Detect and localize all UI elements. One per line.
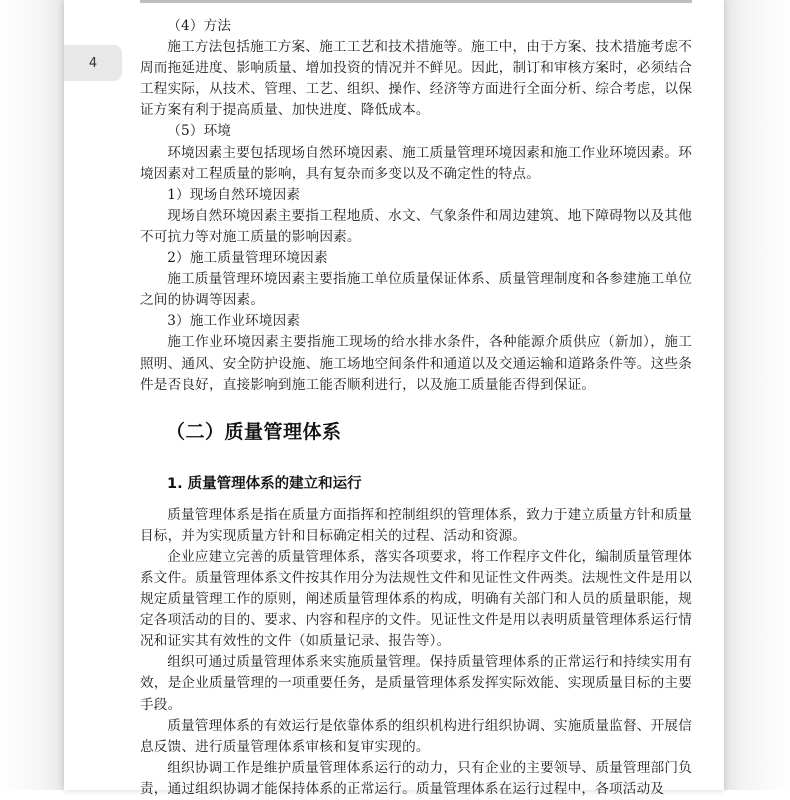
paragraph: 3）施工作业环境因素 [167,313,301,330]
paragraph: 施工方法包括施工方案、施工工艺和技术措施等。施工中，由于方案、技术措施考虑不周而拖延进度、影响质量、增加投资的情况并不鲜见。因此，制订和审核方案时，必须结合工程实际，从技术、管理、工艺、组织、操作、经济等方面进行全面分析、综合考虑，以保证方案有利于提高质量、加快进度、降低成本。 [140,39,692,119]
top-rule [140,0,692,3]
paragraph: （4）方法 [167,18,232,34]
paragraph: 1）现场自然环境因素 [167,186,301,203]
paragraph: 现场自然环境因素主要指工程地质、水文、气象条件和周边建筑、地下障碍物以及其他不可抗力等对施工质量的影响因素。 [140,207,692,245]
left-margin-shade [0,0,64,790]
paragraph: 质量管理体系是指在质量方面指挥和控制组织的管理体系，致力于建立质量方针和质量目标，并为实现质量方针和目标确定相关的过程、活动和资源。 [140,506,692,544]
page-number: 4 [88,55,98,71]
paragraph: 企业应建立完善的质量管理体系，落实各项要求，将工作程序文件化，编制质量管理体系文件。质量管理体系文件按其作用分为法规性文件和见证性文件两类。法规性文件是用以规定质量管理工作的原则，阐述质量管理体系的构成，明确有关部门和人员的质量职能，规定各项活动的目的、要求、内容和程序的文件。见证性文件是用以表明质量管理体系运行情况和证实其有效性的文件（如质量记录、报告等）。 [140,548,692,650]
paragraph: 2）施工质量管理环境因素 [167,250,328,267]
paragraph: （5）环境 [167,123,232,140]
paragraph: 环境因素主要包括现场自然环境因素、施工质量管理环境因素和施工作业环境因素。环境因素对工程质量的影响，具有复杂而多变以及不确定性的特点。 [140,144,692,182]
paragraph: 组织可通过质量管理体系来实施质量管理。保持质量管理体系的正常运行和持续实用有效，是企业质量管理的一项重要任务，是质量管理体系发挥实际效能、实现质量目标的主要手段。 [140,654,692,713]
paragraph: 质量管理体系的有效运行是依靠体系的组织机构进行组织协调、实施质量监督、开展信息反馈、进行质量管理体系审核和复审实现的。 [140,717,692,755]
right-margin-shade [724,0,790,790]
page-content [140,16,692,800]
page-number-tab [64,45,122,81]
paragraph: 组织协调工作是维护质量管理体系运行的动力，只有企业的主要领导、质量管理部门负责，通过组织协调才能保持体系的正常运行。质量管理体系在运行过程中，各项活动及 [140,759,692,797]
paragraph: 施工作业环境因素主要指施工现场的给水排水条件，各种能源介质供应（新加），施工照明、通风、安全防护设施、施工场地空间条件和通道以及交通运输和道路条件等。这些条件是否良好，直接影响到施工能否顺利进行，以及施工质量能否得到保证。 [140,334,692,393]
subsection-heading: 1. 质量管理体系的建立和运行 [167,475,362,492]
section-heading: （二）质量管理体系 [166,420,342,443]
paragraph: 施工质量管理环境因素主要指施工单位质量保证体系、质量管理制度和各参建施工单位之间的协调等因素。 [140,271,692,309]
